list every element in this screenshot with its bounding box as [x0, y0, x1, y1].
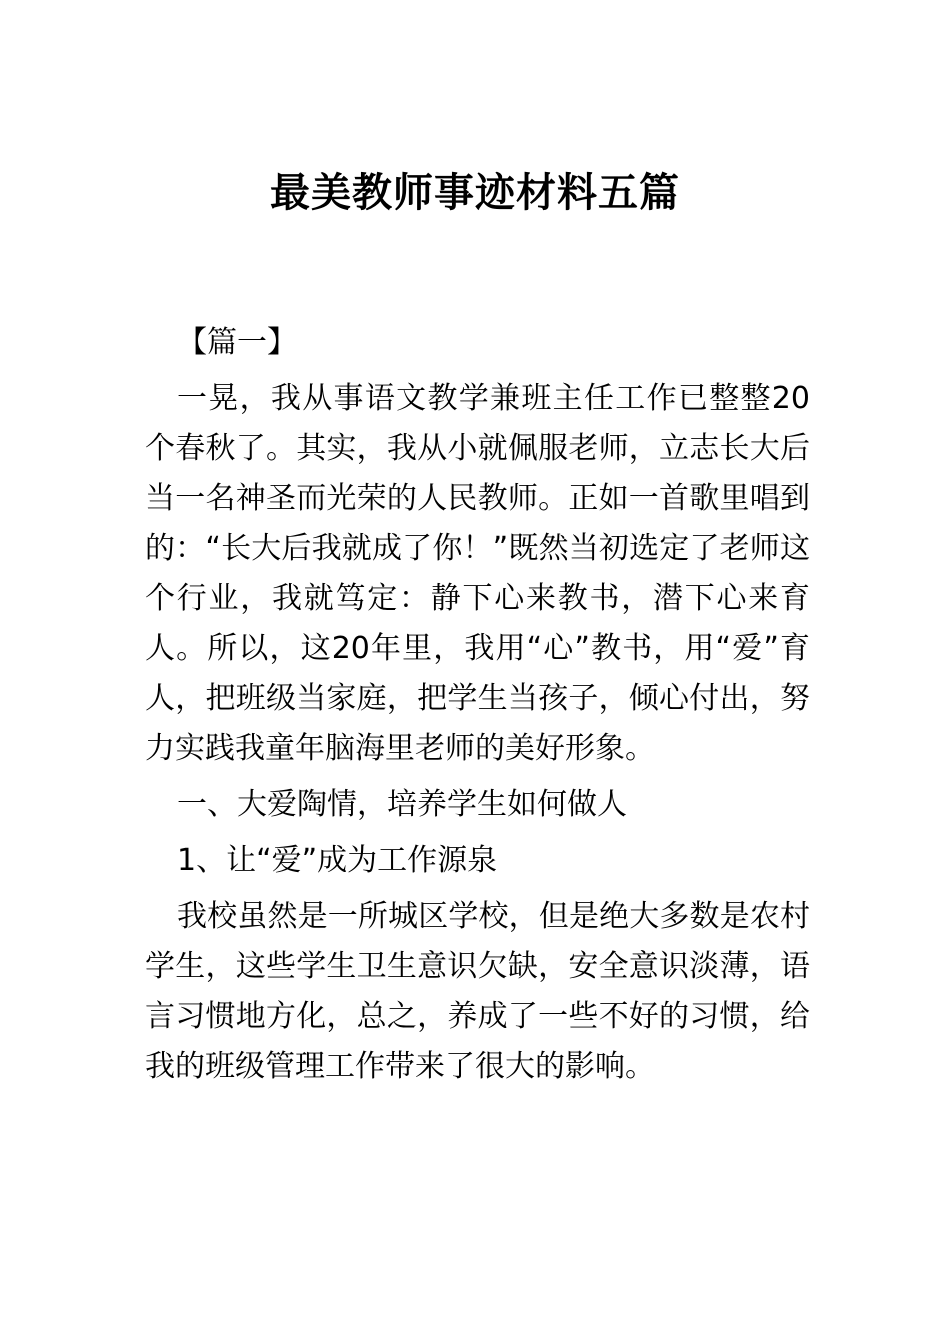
subheading: 一、大爱陶情，培养学生如何做人: [177, 787, 627, 822]
paragraph: 我校虽然是一所城区学校，但是绝大多数是农村学生，这些学生卫生意识欠缺，安全意识淡薄，语言习惯地方化，总之，养成了一些不好的习惯，给我的班级管理工作带来了很大的影响。: [145, 899, 810, 1084]
paragraph: 一晃，我从事语文教学兼班主任工作已整整20个春秋了。其实，我从小就佩服老师，立志长大后当一名神圣而光荣的人民教师。正如一首歌里唱到的：“长大后我就成了你！”既然当初选定了老师这个行业，我就笃定：静下心来教书，潜下心来育人。所以，这20年里，我用“心”教书，用“爱”育人，把班级当家庭，把学生当孩子，倾心付出，努力实践我童年脑海里老师的美好形象。: [145, 381, 810, 766]
section-heading: 【篇一】: [177, 325, 297, 360]
document-title: 最美教师事迹材料五篇: [270, 169, 680, 216]
document-body: [145, 318, 810, 1092]
subheading: 1、让“爱”成为工作源泉: [177, 843, 498, 878]
